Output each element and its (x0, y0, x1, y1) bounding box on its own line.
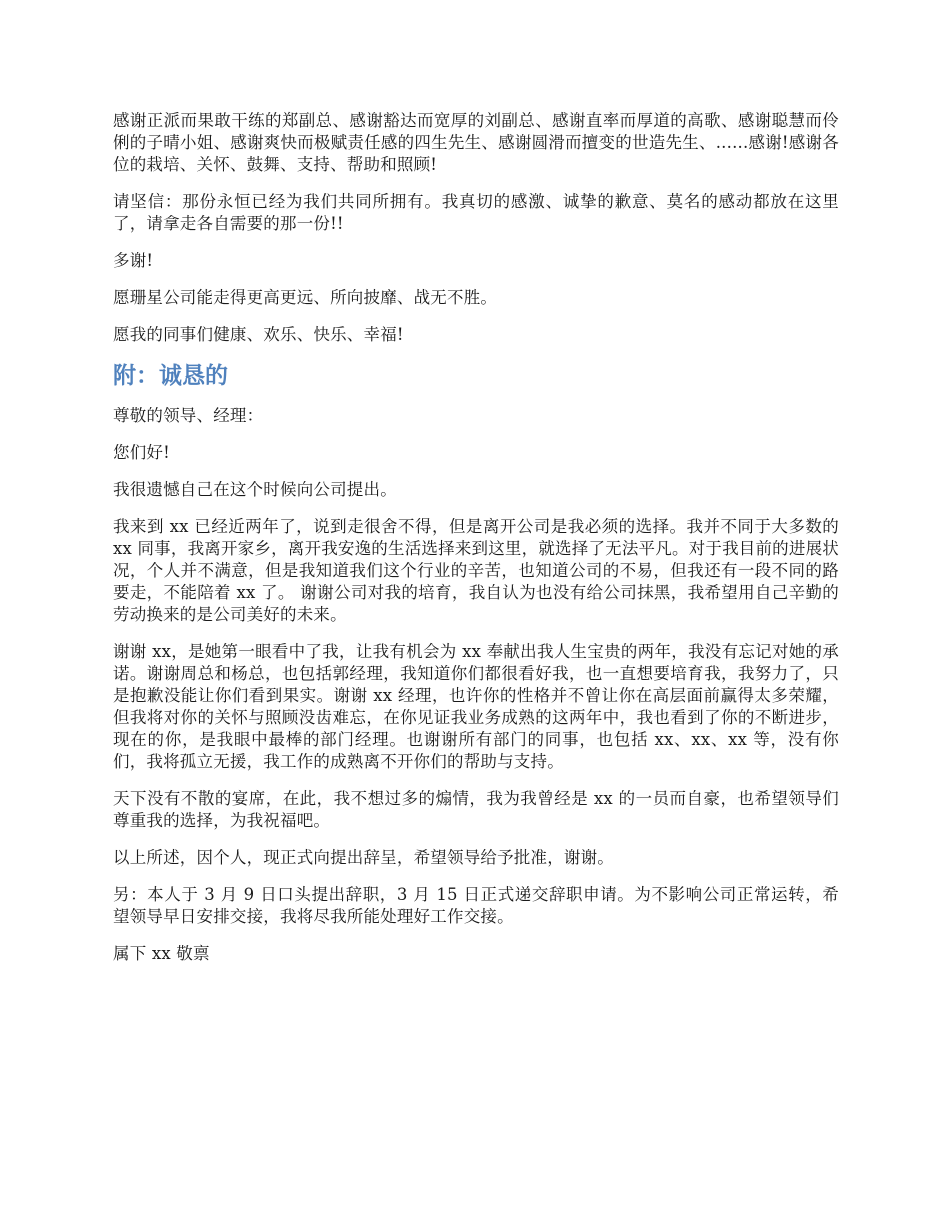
document-page (113, 110, 839, 980)
request-paragraph: 以上所述，因个人，现正式向提出辞呈，希望领导给予批准，谢谢。 (113, 848, 614, 867)
thanks-paragraph: 感谢正派而果敢干练的郑副总、感谢豁达而宽厚的刘副总、感谢直率而厚道的高歌、感谢聪慧而伶俐的子晴小姐、感谢爽快而极赋责任感的四生先生、感谢圆滑而擅变的世造先生、......感谢!感谢各位的栽培、关怀、鼓舞、支持、帮助和照顾! (113, 111, 839, 174)
signature: 属下 xx 敬禀 (113, 944, 210, 963)
gratitude-paragraph: 谢谢 xx，是她第一眼看中了我，让我有机会为 xx 奉献出我人生宝贵的两年，我没有忘记对她的承诺。谢谢周总和杨总，也包括郭经理，我知道你们都很看好我，也一直想要培育我，我努力了，只是抱歉没能让你们看到果实。谢谢 xx 经理，也许你的性格并不曾让你在高层面前赢得太多荣耀，但我将对你的关怀与照顾没齿难忘，在你见证我业务成熟的这两年中，我也看到了你的不断进步，现在的你，是我眼中最棒的部门经理。也谢谢所有部门的同事，也包括 xx、xx、xx 等，没有你们，我将孤立无援，我工作的成熟离不开你们的帮助与支持。 (113, 642, 839, 771)
reason-paragraph: 我来到 xx 已经近两年了，说到走很舍不得，但是离开公司是我必须的选择。我并不同于大多数的 xx 同事，我离开家乡，离开我安逸的生活选择来到这里，就选择了无法平凡。对于我目前的进展状况，个人并不满意，但是我知道我们这个行业的辛苦，也知道公司的不易，但我还有一段不同的路要走，不能陪着 xx 了。 谢谢公司对我的培育，我自认为也没有给公司抹黑，我希望用自己辛勤的劳动换来的是公司美好的未来。 (113, 517, 839, 624)
salutation: 尊敬的领导、经理： (113, 406, 264, 425)
note-paragraph: 另：本人于 3 月 9 日口头提出辞职，3 月 15 日正式递交辞职申请。为不影响公司正常运转，希望领导早日安排交接，我将尽我所能处理好工作交接。 (113, 885, 839, 926)
farewell-paragraph: 天下没有不散的宴席，在此，我不想过多的煽情，我为我曾经是 xx 的一员而自豪，也希望领导们尊重我的选择，为我祝福吧。 (113, 789, 839, 830)
appendix-heading: 附：诚恳的 (113, 363, 228, 389)
company-wish-paragraph: 愿珊星公司能走得更高更远、所向披靡、战无不胜。 (113, 288, 498, 307)
greeting: 您们好! (113, 443, 170, 462)
thanks-short-paragraph: 多谢! (113, 251, 154, 270)
belief-paragraph: 请坚信：那份永恒已经为我们共同所拥有。我真切的感激、诚挚的歉意、莫名的感动都放在这里了，请拿走各自需要的那一份!! (113, 192, 839, 233)
regret-paragraph: 我很遗憾自己在这个时候向公司提出。 (113, 480, 397, 499)
colleague-wish-paragraph: 愿我的同事们健康、欢乐、快乐、幸福! (113, 325, 404, 344)
